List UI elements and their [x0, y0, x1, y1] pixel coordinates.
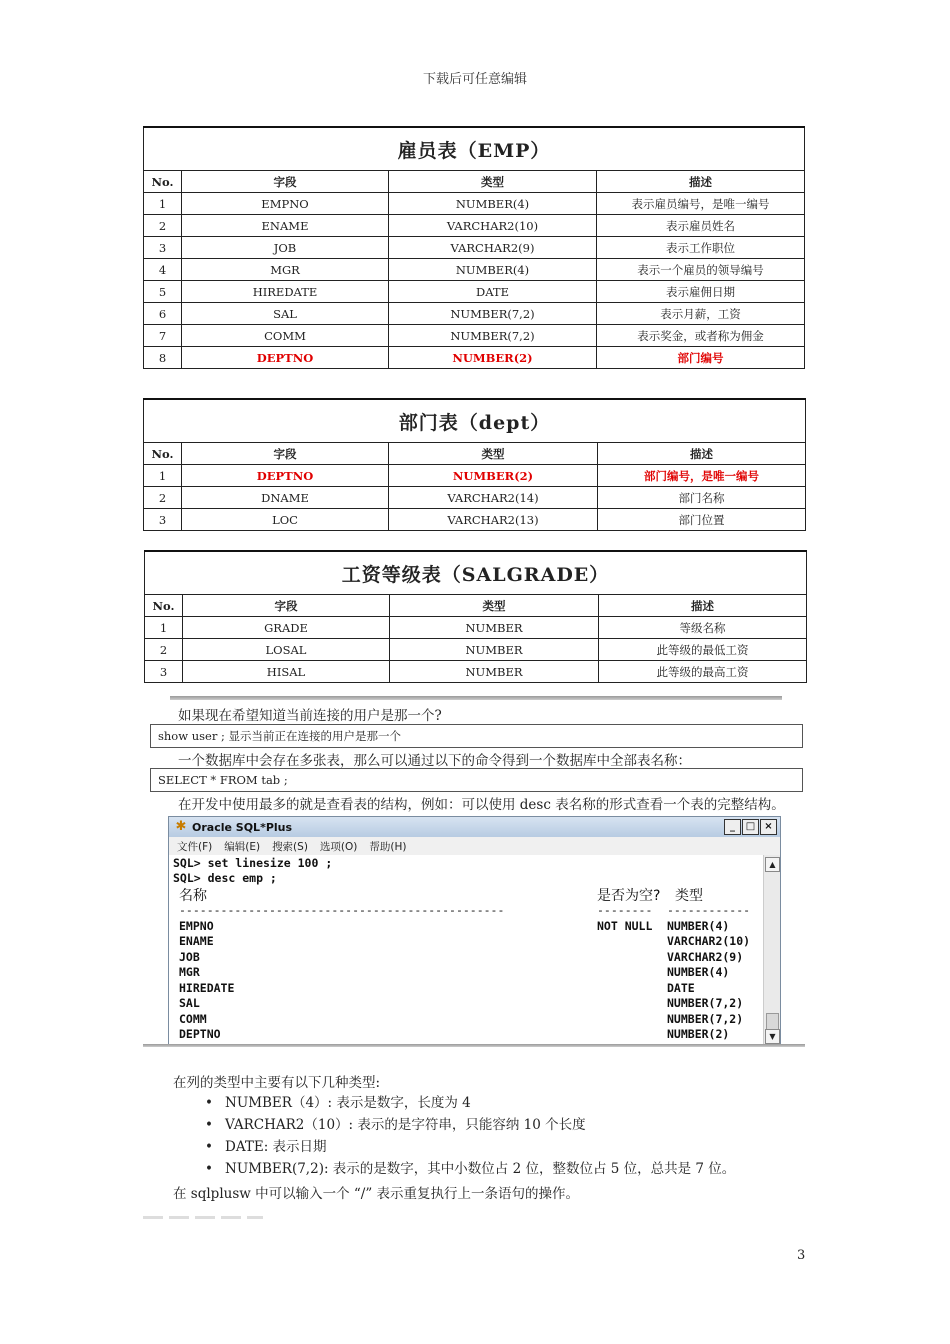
code-box-select-tab: SELECT * FROM tab ;: [150, 768, 803, 792]
divider-dashes: ------------: [667, 903, 751, 917]
menu-help[interactable]: 帮助(H): [369, 840, 407, 853]
column-header-name: 名称: [179, 888, 207, 904]
cell: 7: [144, 325, 182, 347]
table-row: [144, 303, 805, 325]
header-type: 类型: [390, 595, 599, 617]
code-box-show-user: show user ; 显示当前正在连接的用户是那一个: [150, 724, 803, 748]
header-field: 字段: [182, 171, 389, 193]
scroll-down-icon[interactable]: ▼: [765, 1029, 780, 1044]
desc-row-name: SAL: [179, 996, 200, 1010]
paragraph-sqlplusw: 在 sqlplusw 中可以输入一个 “/” 表示重复执行上一条语句的操作。: [173, 1186, 580, 1202]
column-header-nullable: 是否为空?: [597, 888, 661, 904]
list-item: • NUMBER（4）: 表示是数字，长度为 4: [205, 1092, 735, 1114]
header-type: 类型: [389, 171, 597, 193]
desc-row-name: MGR: [179, 965, 200, 979]
vertical-scrollbar[interactable]: [763, 855, 780, 1045]
oracle-logo-icon: ✱: [175, 819, 187, 834]
cell: GRADE: [183, 617, 390, 639]
menu-search[interactable]: 搜索(S): [272, 840, 308, 853]
cell: NUMBER(7,2): [389, 325, 597, 347]
cell: 1: [144, 193, 182, 215]
cell: NUMBER(2): [389, 465, 598, 487]
cell: 表示工作职位: [597, 237, 805, 259]
cell: 3: [145, 661, 183, 683]
header-type: 类型: [389, 443, 598, 465]
desc-row-type: NUMBER(4): [667, 919, 730, 933]
cell: NUMBER(4): [389, 193, 597, 215]
cell: 此等级的最高工资: [599, 661, 807, 683]
cell: COMM: [182, 325, 389, 347]
console-command: SQL> set linesize 100 ;: [173, 856, 333, 870]
table-row: [144, 193, 805, 215]
cell: DEPTNO: [182, 347, 389, 369]
cell: VARCHAR2(14): [389, 487, 598, 509]
desc-row-name: DEPTNO: [179, 1027, 221, 1041]
divider-dashes: --------: [597, 903, 653, 917]
desc-row-type: NUMBER(4): [667, 965, 730, 979]
cell: HIREDATE: [182, 281, 389, 303]
cell: 3: [144, 509, 182, 531]
header-no: No.: [144, 171, 182, 193]
desc-row-null: NOT NULL: [597, 919, 653, 933]
cell: ENAME: [182, 215, 389, 237]
cell: 1: [145, 617, 183, 639]
cell: 表示奖金，或者称为佣金: [597, 325, 805, 347]
cell: HISAL: [183, 661, 390, 683]
salgrade-table-title: 工资等级表（SALGRADE）: [145, 551, 807, 595]
list-item: • VARCHAR2（10）: 表示的是字符串，只能容纳 10 个长度: [205, 1114, 735, 1136]
table-row: [144, 509, 806, 531]
desc-row-type: VARCHAR2(10): [667, 934, 751, 948]
cell: 表示雇员姓名: [597, 215, 805, 237]
window-controls: [724, 819, 777, 835]
list-item: • DATE: 表示日期: [205, 1136, 735, 1158]
console-command: SQL> desc emp ;: [173, 871, 277, 885]
divider: [143, 1044, 805, 1047]
cell: VARCHAR2(13): [389, 509, 598, 531]
table-row: [144, 237, 805, 259]
cell: 2: [144, 215, 182, 237]
header-desc: 描述: [598, 443, 806, 465]
column-header-type: 类型: [675, 888, 703, 904]
desc-row-type: DATE: [667, 981, 695, 995]
cell: 8: [144, 347, 182, 369]
header-no: No.: [145, 595, 183, 617]
table-row: [144, 259, 805, 281]
header-field: 字段: [183, 595, 390, 617]
header-field: 字段: [182, 443, 389, 465]
cell: VARCHAR2(10): [389, 215, 597, 237]
cell: DEPTNO: [182, 465, 389, 487]
list-item: • NUMBER(7,2): 表示的是数字，其中小数位占 2 位，整数位占 5 位，总共是 7 位。: [205, 1158, 735, 1180]
cell: LOC: [182, 509, 389, 531]
table-row: [145, 639, 807, 661]
sqlplus-window: [168, 816, 781, 1046]
table-row-highlighted: [144, 465, 806, 487]
header-desc: 描述: [597, 171, 805, 193]
cell: 表示月薪，工资: [597, 303, 805, 325]
cell: NUMBER(4): [389, 259, 597, 281]
cell: 此等级的最低工资: [599, 639, 807, 661]
cell: NUMBER: [390, 639, 599, 661]
header-desc: 描述: [599, 595, 807, 617]
table-row: [144, 281, 805, 303]
cell: DNAME: [182, 487, 389, 509]
table-row: [145, 617, 807, 639]
table-row: [144, 215, 805, 237]
cell: NUMBER: [390, 661, 599, 683]
table-row: [144, 325, 805, 347]
paragraph-column-types: 在列的类型中主要有以下几种类型:: [173, 1075, 381, 1091]
cell: NUMBER(2): [389, 347, 597, 369]
cell: VARCHAR2(9): [389, 237, 597, 259]
menu-bar: [169, 837, 780, 855]
desc-row-name: EMPNO: [179, 919, 214, 933]
cell: 部门编号: [597, 347, 805, 369]
desc-row-type: NUMBER(7,2): [667, 1012, 744, 1026]
desc-row-name: HIREDATE: [179, 981, 235, 995]
cell: 表示雇佣日期: [597, 281, 805, 303]
cell: NUMBER: [390, 617, 599, 639]
emp-table: [143, 126, 805, 369]
paragraph-table-names: 一个数据库中会存在多张表，那么可以通过以下的命令得到一个数据库中全部表名称：: [178, 753, 691, 769]
table-row: [145, 661, 807, 683]
cell: 2: [145, 639, 183, 661]
cell: 部门位置: [598, 509, 806, 531]
page-number: 3: [797, 1248, 806, 1263]
console-output[interactable]: [169, 855, 763, 1045]
maximize-icon[interactable]: □: [742, 819, 759, 835]
cell: SAL: [182, 303, 389, 325]
cell: 部门编号，是唯一编号: [598, 465, 806, 487]
menu-edit[interactable]: 编辑(E): [224, 840, 261, 853]
desc-row-name: ENAME: [179, 934, 214, 948]
cell: 6: [144, 303, 182, 325]
menu-file[interactable]: 文件(F): [177, 840, 213, 853]
cell: 表示雇员编号，是唯一编号: [597, 193, 805, 215]
divider: [170, 696, 782, 700]
cell: LOSAL: [183, 639, 390, 661]
desc-row-type: NUMBER(7,2): [667, 996, 744, 1010]
faint-divider: [143, 1216, 263, 1219]
window-titlebar: [169, 817, 780, 837]
paragraph-current-user: 如果现在希望知道当前连接的用户是那一个?: [178, 708, 442, 724]
salgrade-table: [144, 550, 807, 683]
table-row-highlighted: [144, 347, 805, 369]
cell: 表示一个雇员的领导编号: [597, 259, 805, 281]
cell: 部门名称: [598, 487, 806, 509]
desc-row-name: COMM: [179, 1012, 207, 1026]
cell: 3: [144, 237, 182, 259]
cell: 4: [144, 259, 182, 281]
page-header: 下载后可任意编辑: [422, 72, 527, 87]
window-title: Oracle SQL*Plus: [192, 820, 293, 834]
cell: EMPNO: [182, 193, 389, 215]
cell: DATE: [389, 281, 597, 303]
desc-row-name: JOB: [179, 950, 200, 964]
cell: 1: [144, 465, 182, 487]
header-no: No.: [144, 443, 182, 465]
emp-table-title: 雇员表（EMP）: [144, 127, 805, 171]
cell: 5: [144, 281, 182, 303]
type-list: [205, 1092, 735, 1180]
close-icon[interactable]: ×: [760, 819, 777, 835]
desc-row-type: VARCHAR2(9): [667, 950, 744, 964]
cell: 等级名称: [599, 617, 807, 639]
divider-dashes: -----------------------------------------------: [179, 903, 505, 917]
scroll-up-icon[interactable]: ▲: [765, 857, 780, 872]
minimize-icon[interactable]: _: [724, 819, 741, 835]
paragraph-desc: 在开发中使用最多的就是查看表的结构，例如：可以使用 desc 表名称的形式查看一个表的完整结构。: [178, 797, 785, 813]
desc-row-type: NUMBER(2): [667, 1027, 730, 1041]
dept-table-title: 部门表（dept）: [144, 399, 806, 443]
cell: NUMBER(7,2): [389, 303, 597, 325]
cell: 2: [144, 487, 182, 509]
cell: MGR: [182, 259, 389, 281]
dept-table: [143, 398, 806, 531]
table-row: [144, 487, 806, 509]
cell: JOB: [182, 237, 389, 259]
menu-options[interactable]: 选项(O): [319, 840, 358, 853]
